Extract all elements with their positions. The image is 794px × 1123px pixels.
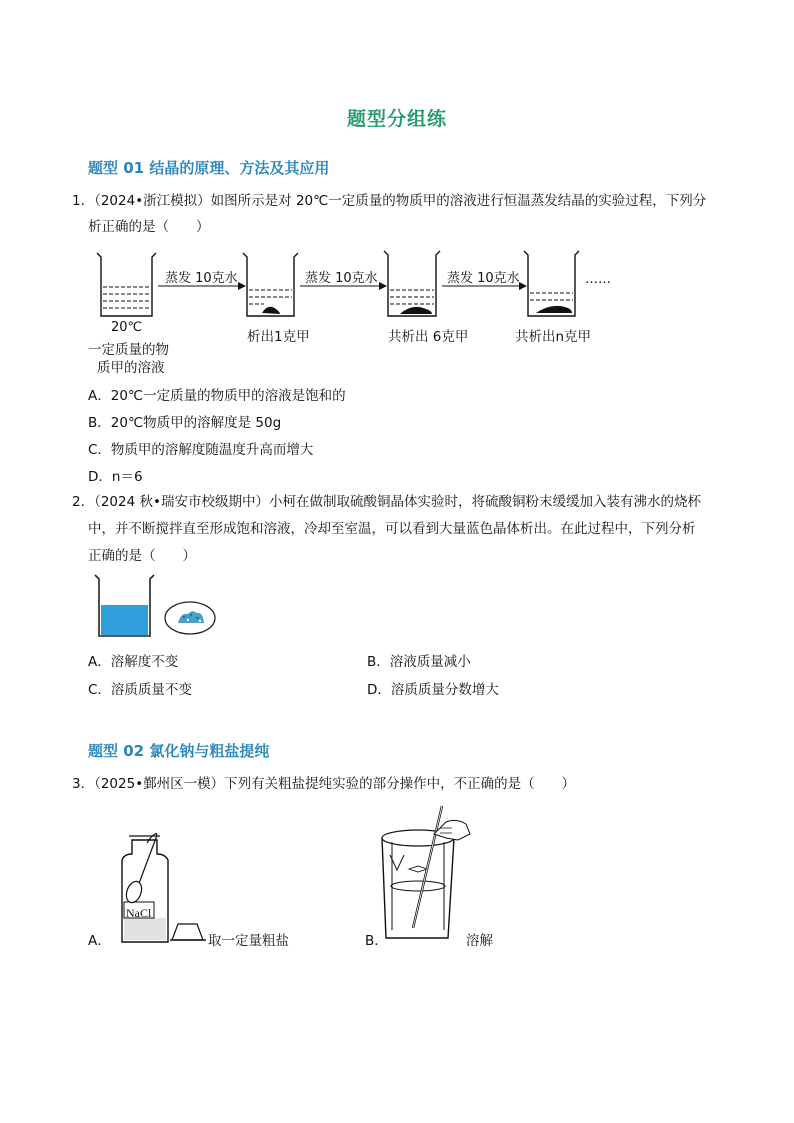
spoon xyxy=(124,834,157,905)
q2-option-a[interactable]: A．溶解度不变 xyxy=(88,654,179,670)
page-title: 题型分组练 xyxy=(346,108,447,130)
q3-option-b-label: 溶解 xyxy=(466,933,493,949)
bottle-label-nacl: NaCl xyxy=(126,906,152,920)
section-heading-1: 题型 01 结晶的原理、方法及其应用 xyxy=(88,159,330,177)
caption-initial-line2: 质甲的溶液 xyxy=(97,360,165,376)
q2-stem-line1: 2．（2024 秋•瑞安市校级期中）小柯在做制取硫酸铜晶体实验时，将硫酸铜粉末缓缓加入装有沸水的烧杯 xyxy=(72,494,701,510)
caption-step3: 共析出n克甲 xyxy=(515,329,592,345)
q3-option-a-letter[interactable]: A． xyxy=(88,933,111,949)
continuation-dots: …… xyxy=(585,272,611,287)
hand xyxy=(434,820,470,840)
glass-rod xyxy=(413,806,442,928)
arrow-label-3: 蒸发 10克水 xyxy=(447,271,520,286)
q1-option-a[interactable]: A．20℃一定质量的物质甲的溶液是饱和的 xyxy=(88,388,346,404)
q2-stem-line3: 正确的是（ ） xyxy=(88,548,196,564)
q2-stem-line2: 中，并不断搅拌直至形成饱和溶液，冷却至室温，可以看到大量蓝色晶体析出。在此过程中，下列分析 xyxy=(88,521,696,537)
q1-option-c[interactable]: C．物质甲的溶解度随温度升高而增大 xyxy=(88,442,314,458)
q3-stem: 3．（2025•鄞州区一模）下列有关粗盐提纯实验的部分操作中，不正确的是（ ） xyxy=(72,776,576,792)
temperature-label: 20℃ xyxy=(111,320,143,335)
caption-step1: 析出1克甲 xyxy=(247,329,310,345)
q1-option-b[interactable]: B．20℃物质甲的溶解度是 50g xyxy=(88,415,282,431)
q1-stem-line2: 析正确的是（ ） xyxy=(88,219,210,235)
q1-option-d[interactable]: D．n＝6 xyxy=(88,469,143,485)
caption-step2: 共析出 6克甲 xyxy=(388,329,469,345)
q2-option-b[interactable]: B．溶液质量减小 xyxy=(367,654,471,670)
arrow-label-2: 蒸发 10克水 xyxy=(305,271,378,286)
q3-option-b-letter[interactable]: B． xyxy=(365,933,388,949)
arrow-label-1: 蒸发 10克水 xyxy=(165,271,238,286)
q2-option-d[interactable]: D．溶质质量分数增大 xyxy=(367,682,499,698)
bottle-stopper xyxy=(170,924,206,940)
q3-option-a-label: 取一定量粗盐 xyxy=(208,933,289,949)
q1-stem-line1: 1．（2024•浙江模拟）如图所示是对 20℃一定质量的物质甲的溶液进行恒温蒸发结晶的实验过程，下列分 xyxy=(72,193,707,209)
caption-initial-line1: 一定质量的物 xyxy=(88,342,169,358)
dissolving-beaker xyxy=(382,830,454,938)
q2-option-c[interactable]: C．溶质质量不变 xyxy=(88,682,192,698)
section-heading-2: 题型 02 氯化钠与粗盐提纯 xyxy=(88,742,270,760)
